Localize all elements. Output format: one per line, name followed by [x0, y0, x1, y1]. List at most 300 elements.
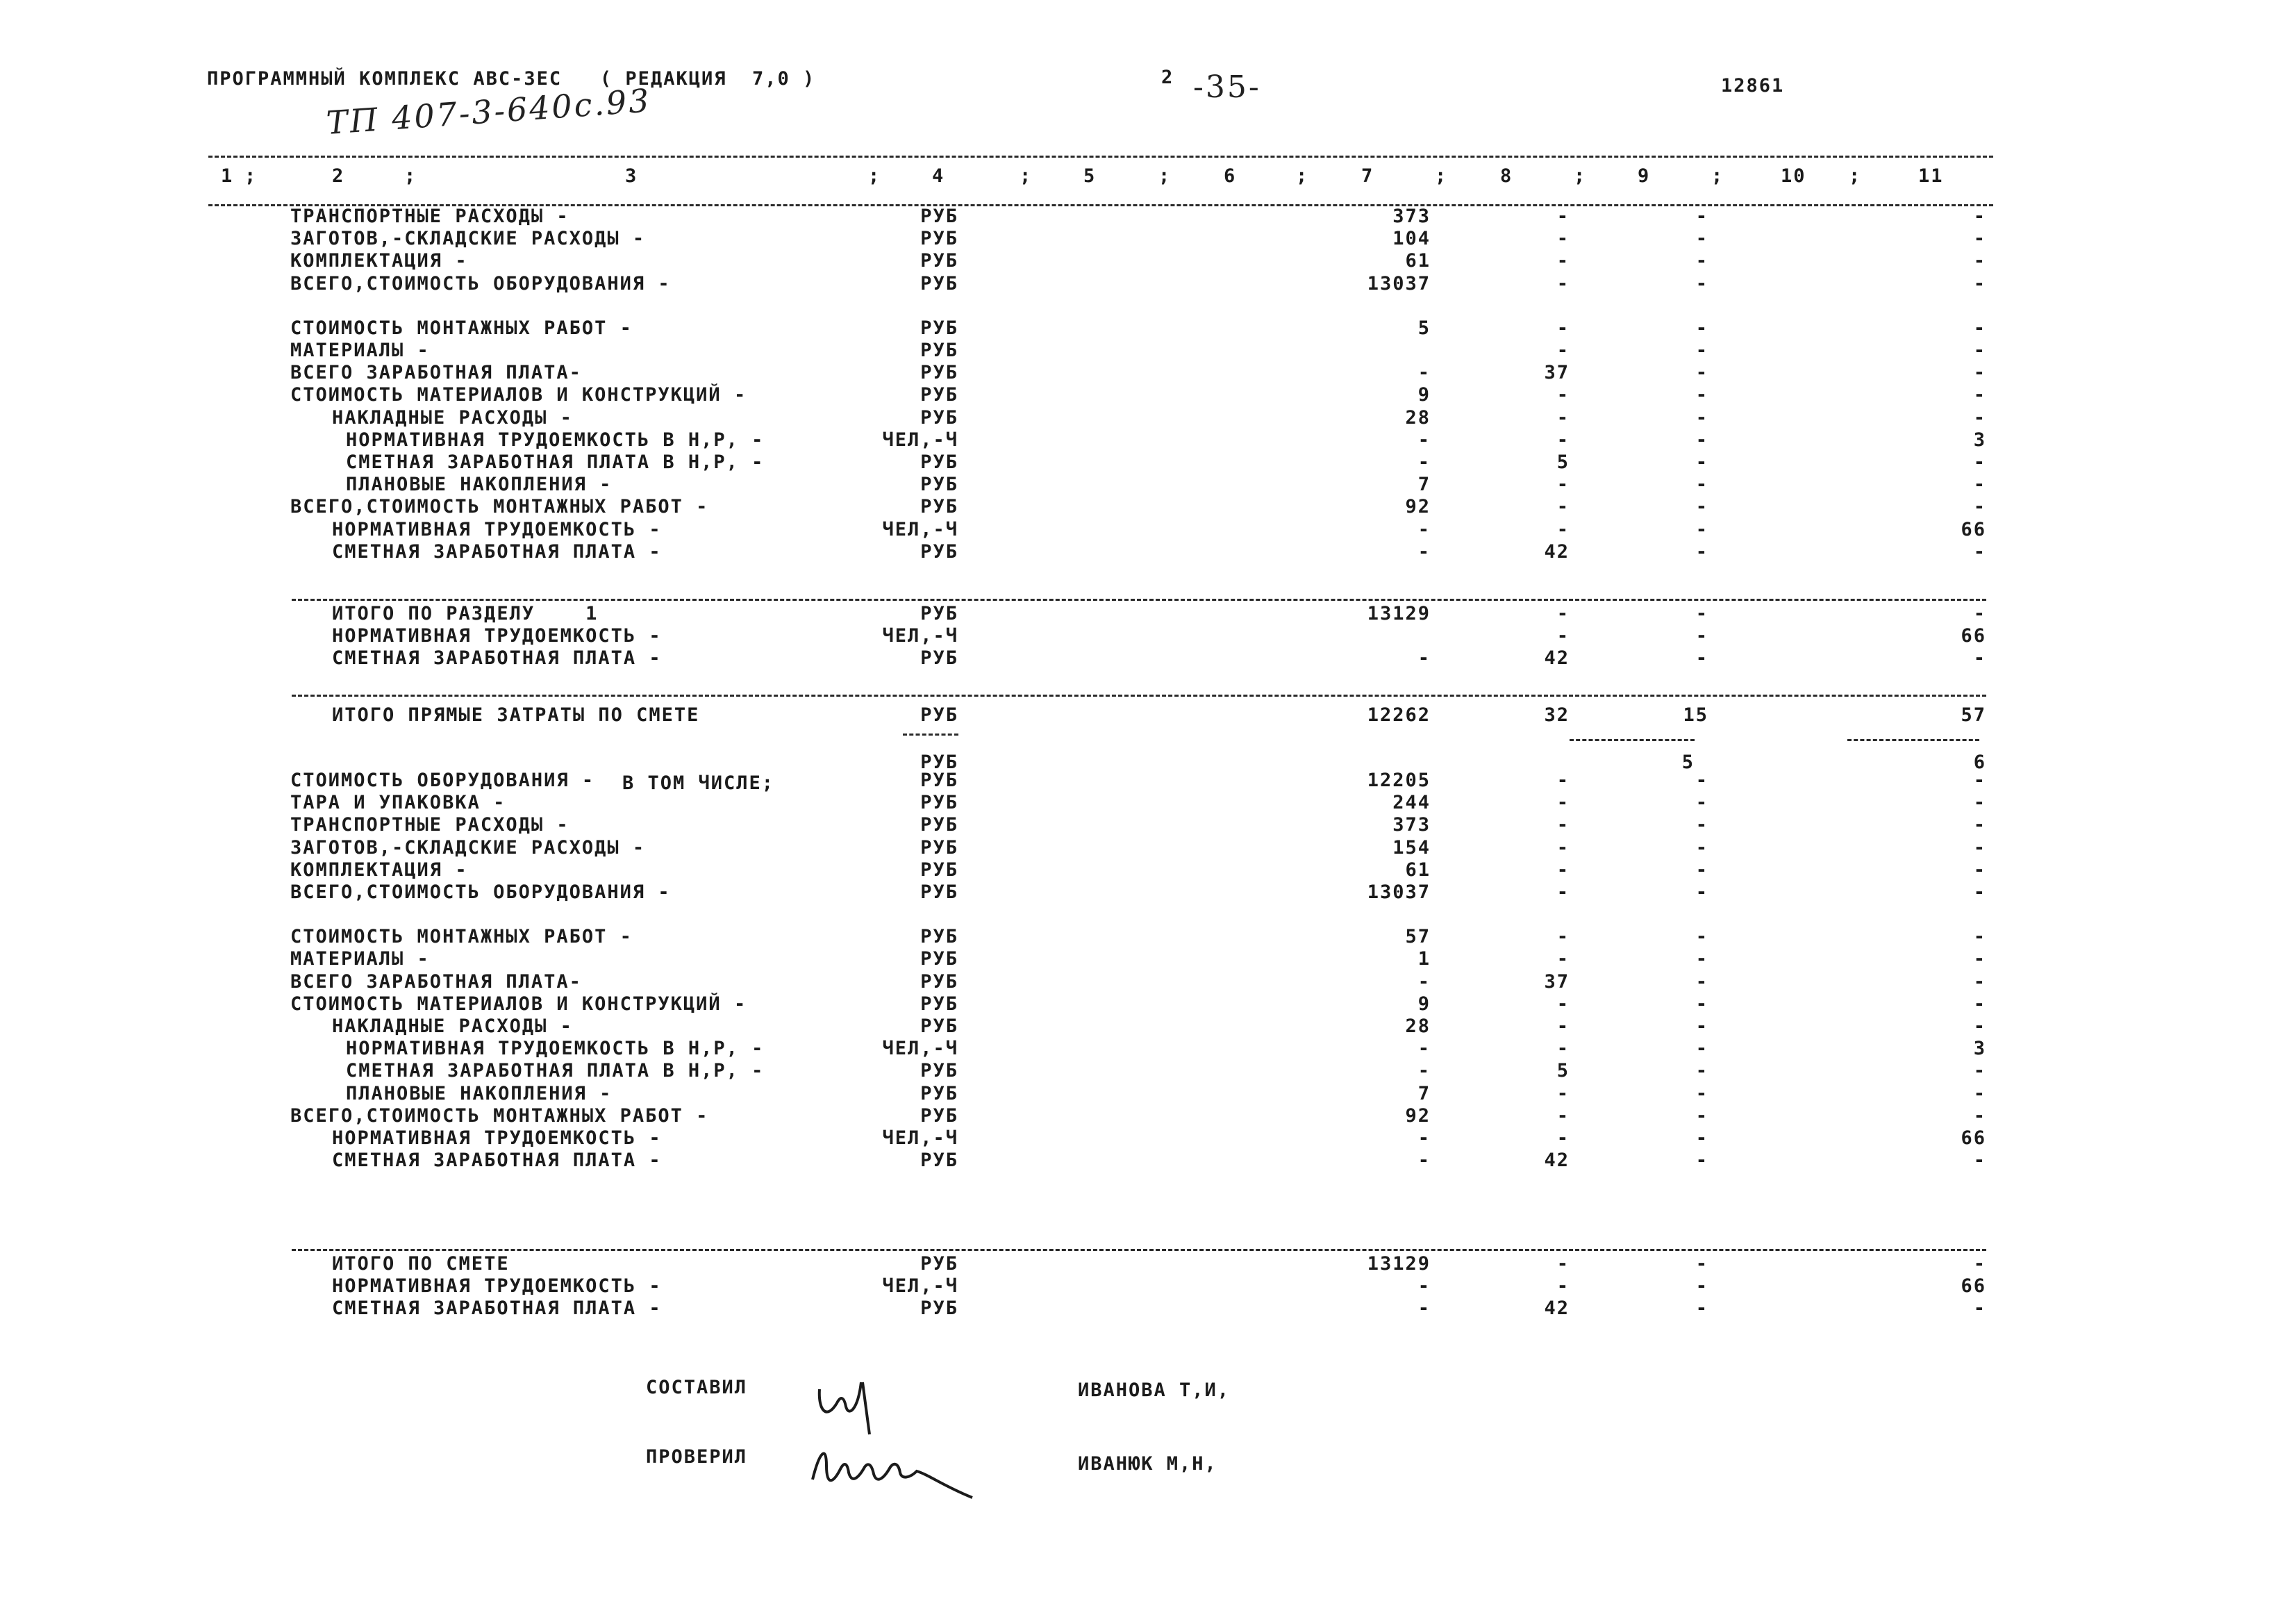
col-3: 3 [625, 165, 638, 187]
row-col7: 13129 [1367, 603, 1431, 624]
row-col7: - [1417, 1298, 1431, 1320]
row-unit: РУБ [920, 970, 958, 993]
row-col8: 42 [1544, 1150, 1570, 1172]
page-number: -35- [1193, 69, 1261, 105]
row-col11: - [1973, 770, 1986, 791]
table-row [0, 474, 2296, 497]
row-col8: - [1556, 1253, 1570, 1275]
row-unit: РУБ [920, 792, 958, 814]
row-col11: - [1973, 317, 1986, 339]
col-1: 1 [221, 165, 234, 187]
row-label: ВСЕГО,СТОИМОСТЬ ОБОРУДОВАНИЯ - [290, 272, 671, 295]
row-col7: - [1417, 1127, 1431, 1149]
including-label: В ТОМ ЧИСЛЕ; [622, 772, 775, 794]
row-col11: - [1973, 836, 1986, 859]
row-label: ТАРА И УПАКОВКА - [290, 792, 506, 814]
row-col9: - [1695, 451, 1708, 473]
table-row [0, 407, 2296, 431]
table-row [0, 1016, 2296, 1039]
row-label: КОМПЛЕКТАЦИЯ - [290, 859, 468, 881]
table-row [0, 993, 2296, 1017]
row-label: НОРМАТИВНАЯ ТРУДОЕМКОСТЬ В Н,Р, - [346, 429, 765, 451]
row-col8: 42 [1544, 647, 1570, 670]
row-col11: - [1973, 272, 1986, 295]
row-label: МАТЕРИАЛЫ - [290, 948, 430, 970]
row-label: НОРМАТИВНАЯ ТРУДОЕМКОСТЬ В Н,Р, - [346, 1038, 765, 1060]
row-col9: - [1695, 518, 1708, 540]
row-label: ВСЕГО ЗАРАБОТНАЯ ПЛАТА- [290, 970, 582, 993]
col-10: 10 [1781, 165, 1806, 187]
row-col7: 61 [1405, 250, 1431, 272]
row-col7: - [1417, 1150, 1431, 1172]
table-row [0, 250, 2296, 274]
row-col9: - [1695, 406, 1708, 429]
signature-compiled [806, 1361, 917, 1438]
col-6: 6 [1224, 165, 1237, 187]
row-unit: РУБ [920, 384, 958, 406]
row-col9: - [1695, 859, 1708, 881]
row-label: СМЕТНАЯ ЗАРАБОТНАЯ ПЛАТА В Н,Р, - [346, 1060, 765, 1082]
row-col8: 5 [1556, 451, 1570, 473]
row-col7: 5 [1417, 317, 1431, 339]
row-col8: - [1556, 406, 1570, 429]
row-col7: - [1417, 1060, 1431, 1082]
row-col8: - [1556, 1016, 1570, 1037]
row-col9: - [1695, 1298, 1708, 1320]
table-row [0, 792, 2296, 815]
table-row [0, 770, 2296, 793]
row-col8: - [1556, 228, 1570, 250]
direct-costs-c9: 15 [1683, 704, 1708, 726]
row-label: ТРАНСПОРТНЫЕ РАСХОДЫ - [290, 206, 569, 227]
row-col11: 66 [1961, 1275, 1986, 1298]
row-col9: - [1695, 362, 1708, 384]
row-col7: 28 [1405, 406, 1431, 429]
row-col9: - [1695, 540, 1708, 563]
row-unit: РУБ [920, 1253, 958, 1275]
row-unit: РУБ [920, 540, 958, 563]
row-col11: - [1973, 1298, 1986, 1320]
table-row [0, 384, 2296, 408]
row-col9: - [1695, 770, 1708, 791]
row-label: ВСЕГО,СТОИМОСТЬ ОБОРУДОВАНИЯ - [290, 881, 671, 903]
row-col7: 28 [1405, 1016, 1431, 1037]
table-row [0, 451, 2296, 475]
row-col11: - [1973, 970, 1986, 993]
row-col11: - [1973, 993, 1986, 1015]
row-col8: - [1556, 625, 1570, 647]
row-unit: РУБ [920, 859, 958, 881]
row-col8: 37 [1544, 362, 1570, 384]
row-col7: 12205 [1367, 770, 1431, 791]
row-unit: РУБ [920, 926, 958, 948]
table-row [0, 814, 2296, 838]
checked-label: ПРОВЕРИЛ [646, 1446, 748, 1468]
row-col7: - [1417, 1275, 1431, 1298]
row-col9: - [1695, 340, 1708, 361]
row-label: СТОИМОСТЬ МОНТАЖНЫХ РАБОТ - [290, 317, 633, 339]
row-col9: - [1695, 384, 1708, 406]
direct-costs-unit: РУБ [920, 704, 958, 726]
row-col9: - [1695, 881, 1708, 903]
table-row [0, 1275, 2296, 1299]
row-unit: РУБ [920, 1298, 958, 1320]
row-col7: 92 [1405, 496, 1431, 518]
row-label: СМЕТНАЯ ЗАРАБОТНАЯ ПЛАТА - [332, 540, 662, 563]
direct-costs-c7: 12262 [1367, 704, 1431, 726]
row-label: СМЕТНАЯ ЗАРАБОТНАЯ ПЛАТА - [332, 1150, 662, 1172]
row-col8: - [1556, 881, 1570, 903]
row-col7: 7 [1417, 1082, 1431, 1104]
row-unit: РУБ [920, 317, 958, 339]
row-label: МАТЕРИАЛЫ - [290, 340, 430, 361]
col-9: 9 [1638, 165, 1651, 187]
row-col11: - [1973, 859, 1986, 881]
col-4: 4 [932, 165, 945, 187]
table-row [0, 1060, 2296, 1084]
row-col11: 66 [1961, 518, 1986, 540]
row-col11: - [1973, 1082, 1986, 1104]
row-label: НОРМАТИВНАЯ ТРУДОЕМКОСТЬ - [332, 518, 662, 540]
row-col9: - [1695, 836, 1708, 859]
row-label: ВСЕГО,СТОИМОСТЬ МОНТАЖНЫХ РАБОТ - [290, 1104, 709, 1127]
col-5: 5 [1083, 165, 1097, 187]
row-col7: 13037 [1367, 881, 1431, 903]
table-row [0, 625, 2296, 649]
row-col8: - [1556, 792, 1570, 814]
row-col11: 66 [1961, 1127, 1986, 1149]
row-label: СМЕТНАЯ ЗАРАБОТНАЯ ПЛАТА - [332, 1298, 662, 1320]
table-row [0, 1298, 2296, 1321]
row-col8: - [1556, 384, 1570, 406]
row-unit: РУБ [920, 362, 958, 384]
row-col7: 373 [1392, 814, 1431, 836]
row-unit: РУБ [920, 814, 958, 836]
row-col11: - [1973, 362, 1986, 384]
row-col7: 373 [1392, 206, 1431, 227]
row-col9: - [1695, 1104, 1708, 1127]
row-col11: - [1973, 496, 1986, 518]
row-col8: - [1556, 518, 1570, 540]
row-col11: - [1973, 206, 1986, 227]
table-row [0, 1253, 2296, 1277]
row-unit: РУБ [920, 647, 958, 670]
row-col9: - [1695, 603, 1708, 624]
row-col8: - [1556, 272, 1570, 295]
row-col9: - [1695, 926, 1708, 948]
row-col9: - [1695, 1082, 1708, 1104]
row-unit: РУБ [920, 406, 958, 429]
table-row [0, 1083, 2296, 1107]
row-col8: - [1556, 814, 1570, 836]
table-row [0, 859, 2296, 883]
row-label: НАКЛАДНЫЕ РАСХОДЫ - [332, 406, 573, 429]
row-unit: РУБ [920, 770, 958, 791]
row-col11: - [1973, 647, 1986, 670]
table-row [0, 647, 2296, 671]
row-col11: - [1973, 340, 1986, 361]
row-col11: - [1973, 1060, 1986, 1082]
table-row [0, 881, 2296, 905]
row-label: ВСЕГО ЗАРАБОТНАЯ ПЛАТА- [290, 362, 582, 384]
direct-costs-c8: 32 [1544, 704, 1570, 726]
c9-rule [1570, 739, 1695, 741]
table-row [0, 541, 2296, 565]
row-col9: - [1695, 814, 1708, 836]
row-col8: 42 [1544, 1298, 1570, 1320]
direct-costs-row [0, 704, 2296, 728]
row-col7: 92 [1405, 1104, 1431, 1127]
row-col8: 42 [1544, 540, 1570, 563]
row-col11: - [1973, 406, 1986, 429]
row-col9: - [1695, 317, 1708, 339]
row-col11: - [1973, 474, 1986, 496]
row-col7: 1 [1417, 948, 1431, 970]
table-row [0, 1038, 2296, 1061]
row-label: СТОИМОСТЬ ОБОРУДОВАНИЯ - [290, 770, 595, 791]
row-unit: РУБ [920, 496, 958, 518]
row-unit: РУБ [920, 272, 958, 295]
row-col9: - [1695, 272, 1708, 295]
table-row [0, 519, 2296, 542]
row-col7: - [1417, 451, 1431, 473]
document-number: 12861 [1721, 75, 1785, 97]
row-col7: 61 [1405, 859, 1431, 881]
handwritten-reference: ТП 407-3-640с.93 [325, 81, 653, 142]
row-col9: - [1695, 228, 1708, 250]
row-unit: ЧЕЛ,-Ч [882, 518, 958, 540]
row-col7: - [1417, 970, 1431, 993]
row-unit: РУБ [920, 993, 958, 1015]
row-col11: - [1973, 926, 1986, 948]
section-rule-1 [292, 599, 1986, 601]
row-col7: - [1417, 362, 1431, 384]
row-label: ПЛАНОВЫЕ НАКОПЛЕНИЯ - [346, 474, 613, 496]
row-unit: РУБ [920, 1016, 958, 1037]
row-col8: 5 [1556, 1060, 1570, 1082]
row-col7: 244 [1392, 792, 1431, 814]
column-header-row: 1 ; 2 ; 3 ; 4 ; 5 ; 6 ; 7 ; 8 ; 9 ; 10 ; 11 [221, 165, 1944, 187]
row-col11: - [1973, 1150, 1986, 1172]
col-11: 11 [1918, 165, 1944, 187]
row-col9: - [1695, 970, 1708, 993]
row-unit: РУБ [920, 603, 958, 624]
row-col7: - [1417, 518, 1431, 540]
header-top-rule [208, 156, 1993, 158]
table-row [0, 1150, 2296, 1173]
row-col7: - [1417, 540, 1431, 563]
direct-costs-c11: 57 [1961, 704, 1986, 726]
row-col9: - [1695, 250, 1708, 272]
row-unit: РУБ [920, 206, 958, 227]
unit-rule [903, 734, 958, 736]
row-col7: 13037 [1367, 272, 1431, 295]
row-col9: - [1695, 1060, 1708, 1082]
compiled-label: СОСТАВИЛ [646, 1377, 748, 1398]
row-col11: - [1973, 603, 1986, 624]
row-col11: - [1973, 814, 1986, 836]
row-col9: - [1695, 1253, 1708, 1275]
row-col8: - [1556, 250, 1570, 272]
row-label: ВСЕГО,СТОИМОСТЬ МОНТАЖНЫХ РАБОТ - [290, 496, 709, 518]
checked-name: ИВАНЮК М,Н, [1078, 1453, 1217, 1475]
row-unit: РУБ [920, 474, 958, 496]
row-label: ПЛАНОВЫЕ НАКОПЛЕНИЯ - [346, 1082, 613, 1104]
row-col8: - [1556, 496, 1570, 518]
row-col9: - [1695, 792, 1708, 814]
table-row [0, 948, 2296, 972]
table-row [0, 273, 2296, 297]
row-col8: - [1556, 993, 1570, 1015]
row-col9: - [1695, 1038, 1708, 1060]
row-unit: ЧЕЛ,-Ч [882, 1127, 958, 1149]
table-row [0, 429, 2296, 453]
row-col9: - [1695, 474, 1708, 496]
row-label: НОРМАТИВНАЯ ТРУДОЕМКОСТЬ - [332, 1127, 662, 1149]
row-col7: 104 [1392, 228, 1431, 250]
row-col8: - [1556, 1082, 1570, 1104]
row-col11: - [1973, 540, 1986, 563]
row-col11: - [1973, 948, 1986, 970]
row-col7: - [1417, 1038, 1431, 1060]
row-col8: - [1556, 1127, 1570, 1149]
row-unit: РУБ [920, 1082, 958, 1104]
row-col11: - [1973, 228, 1986, 250]
row-col11: - [1973, 1253, 1986, 1275]
row-col11: - [1973, 1016, 1986, 1037]
row-unit: РУБ [920, 836, 958, 859]
col-7: 7 [1361, 165, 1374, 187]
row-col8: - [1556, 340, 1570, 361]
section-rule-2 [292, 695, 1986, 697]
row-label: НОРМАТИВНАЯ ТРУДОЕМКОСТЬ - [332, 1275, 662, 1298]
row-col8: - [1556, 317, 1570, 339]
table-row [0, 926, 2296, 950]
row-col9: - [1695, 993, 1708, 1015]
row-col11: - [1973, 1104, 1986, 1127]
program-title: ПРОГРАММНЫЙ КОМПЛЕКС АВС-3ЕС ( РЕДАКЦИЯ 7,0 ) [207, 68, 816, 90]
row-label: ЗАГОТОВ,-СКЛАДСКИЕ РАСХОДЫ - [290, 836, 646, 859]
row-col7: 9 [1417, 993, 1431, 1015]
signature-checked [806, 1431, 986, 1507]
row-label: СТОИМОСТЬ МОНТАЖНЫХ РАБОТ - [290, 926, 633, 948]
row-unit: ЧЕЛ,-Ч [882, 429, 958, 451]
row-col8: - [1556, 770, 1570, 791]
row-col8: 37 [1544, 970, 1570, 993]
row-col7: 154 [1392, 836, 1431, 859]
row-label: СМЕТНАЯ ЗАРАБОТНАЯ ПЛАТА - [332, 647, 662, 670]
row-unit: РУБ [920, 451, 958, 473]
row-col8: - [1556, 474, 1570, 496]
table-row [0, 206, 2296, 229]
compiled-name: ИВАНОВА Т,И, [1078, 1379, 1231, 1401]
row-col11: - [1973, 250, 1986, 272]
table-row [0, 496, 2296, 520]
row-unit: РУБ [920, 250, 958, 272]
row-col9: - [1695, 429, 1708, 451]
table-row [0, 228, 2296, 251]
row-col8: - [1556, 859, 1570, 881]
row-col7: - [1417, 647, 1431, 670]
row-col9: - [1695, 1150, 1708, 1172]
row-label: СТОИМОСТЬ МАТЕРИАЛОВ И КОНСТРУКЦИЙ - [290, 993, 747, 1015]
table-row [0, 1127, 2296, 1151]
row-col8: - [1556, 836, 1570, 859]
direct-costs-label: ИТОГО ПРЯМЫЕ ЗАТРАТЫ ПО СМЕТЕ [332, 704, 700, 726]
row-label: ТРАНСПОРТНЫЕ РАСХОДЫ - [290, 814, 569, 836]
row-col8: - [1556, 429, 1570, 451]
row-unit: ЧЕЛ,-Ч [882, 1275, 958, 1298]
row-col9: - [1695, 496, 1708, 518]
row-col8: - [1556, 206, 1570, 227]
row-unit: РУБ [920, 881, 958, 903]
row-label: СМЕТНАЯ ЗАРАБОТНАЯ ПЛАТА В Н,Р, - [346, 451, 765, 473]
table-row [0, 362, 2296, 386]
row-col8: - [1556, 1104, 1570, 1127]
row-col8: - [1556, 948, 1570, 970]
table-row [0, 340, 2296, 363]
row-col9: - [1695, 1275, 1708, 1298]
c11-rule [1847, 739, 1979, 741]
row-col8: - [1556, 1275, 1570, 1298]
row-label: КОМПЛЕКТАЦИЯ - [290, 250, 468, 272]
direct-costs-unit-2: РУБ [920, 752, 958, 773]
row-col9: - [1695, 647, 1708, 670]
row-col9: - [1695, 1127, 1708, 1149]
row-col11: - [1973, 451, 1986, 473]
row-col11: 3 [1973, 1038, 1986, 1060]
row-col9: - [1695, 1016, 1708, 1037]
row-col9: - [1695, 625, 1708, 647]
row-label: НОРМАТИВНАЯ ТРУДОЕМКОСТЬ - [332, 625, 662, 647]
direct-costs-c11b: 6 [1973, 752, 1986, 773]
row-col7: - [1417, 429, 1431, 451]
row-col7: 57 [1405, 926, 1431, 948]
row-label: НАКЛАДНЫЕ РАСХОДЫ - [332, 1016, 573, 1037]
page-small-number: 2 [1161, 67, 1174, 88]
row-col11: - [1973, 792, 1986, 814]
row-col7: 13129 [1367, 1253, 1431, 1275]
row-unit: ЧЕЛ,-Ч [882, 625, 958, 647]
row-col9: - [1695, 206, 1708, 227]
table-row [0, 1105, 2296, 1129]
row-label: ЗАГОТОВ,-СКЛАДСКИЕ РАСХОДЫ - [290, 228, 646, 250]
table-row [0, 603, 2296, 627]
row-unit: РУБ [920, 1104, 958, 1127]
row-col11: - [1973, 384, 1986, 406]
table-row [0, 971, 2296, 995]
row-unit: РУБ [920, 948, 958, 970]
col-2: 2 [332, 165, 345, 187]
row-col8: - [1556, 926, 1570, 948]
table-row [0, 837, 2296, 861]
row-col11: 3 [1973, 429, 1986, 451]
row-col8: - [1556, 1038, 1570, 1060]
row-unit: РУБ [920, 1150, 958, 1172]
direct-costs-c9b: 5 [1681, 752, 1695, 773]
row-col7: 9 [1417, 384, 1431, 406]
row-unit: РУБ [920, 340, 958, 361]
row-col9: - [1695, 948, 1708, 970]
row-unit: ЧЕЛ,-Ч [882, 1038, 958, 1060]
col-8: 8 [1500, 165, 1513, 187]
row-col11: - [1973, 881, 1986, 903]
row-label: ИТОГО ПО СМЕТЕ [332, 1253, 510, 1275]
grand-rule [292, 1249, 1986, 1251]
row-col7: 7 [1417, 474, 1431, 496]
row-unit: РУБ [920, 228, 958, 250]
row-col11: 66 [1961, 625, 1986, 647]
